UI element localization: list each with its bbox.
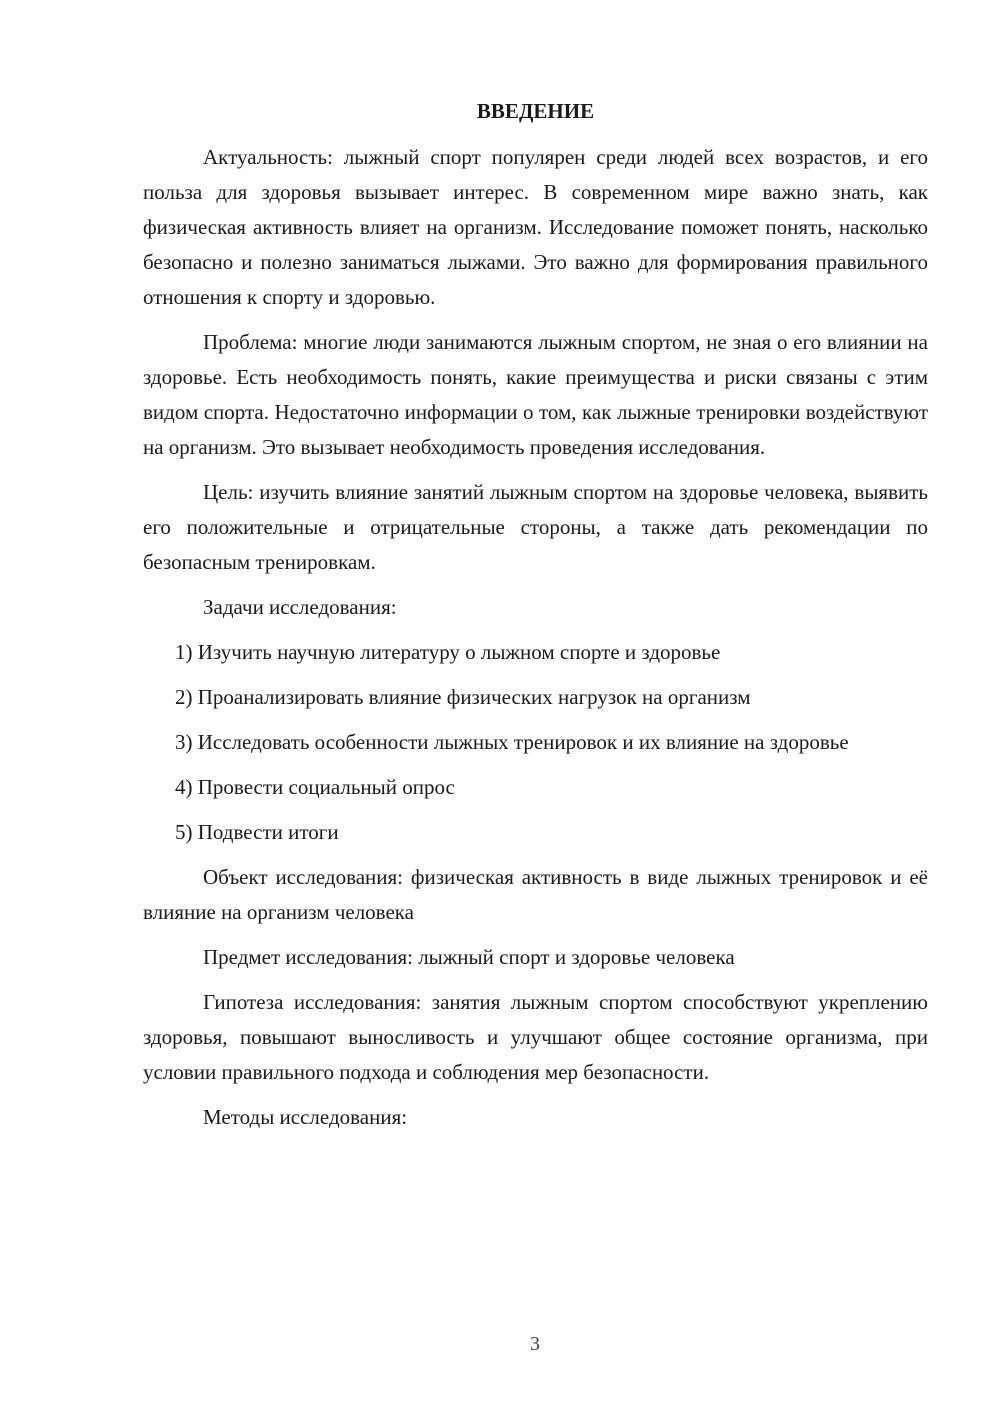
task-item: 2) Проанализировать влияние физических нагрузок на организм [175, 685, 751, 709]
page-title: ВВЕДЕНИЕ [476, 99, 595, 123]
tasks-list [143, 635, 928, 850]
hypothesis-paragraph: Гипотеза исследования: занятия лыжным спортом способствуют укреплению здоровья, повышают выносливость и улучшают общее состояние организма, при условии правильного подхода и соблюдения мер безопасности. [143, 990, 928, 1084]
task-item: 5) Подвести итоги [175, 820, 339, 844]
task-item: 4) Провести социальный опрос [175, 775, 455, 799]
task-item: 3) Исследовать особенности лыжных тренировок и их влияние на здоровье [175, 730, 849, 754]
methods-heading: Методы исследования: [203, 1105, 408, 1129]
goal-paragraph: Цель: изучить влияние занятий лыжным спортом на здоровье человека, выявить его положительные и отрицательные стороны, а также дать рекомендации по безопасным тренировкам. [143, 480, 928, 574]
subject-paragraph: Предмет исследования: лыжный спорт и здоровье человека [203, 945, 735, 969]
object-paragraph: Объект исследования: физическая активность в виде лыжных тренировок и её влияние на организм человека [143, 865, 928, 924]
page-number: 3 [530, 1333, 540, 1355]
task-item: 1) Изучить научную литературу о лыжном спорте и здоровье [175, 640, 721, 664]
relevance-paragraph: Актуальность: лыжный спорт популярен среди людей всех возрастов, и его польза для здоровья вызывает интерес. В современном мире важно знать, как физическая активность влияет на организм. Исследование поможет понять, насколько безопасно и полезно заниматься лыжами. Это важно для формирования правильного отношения к спорту и здоровью. [143, 145, 928, 309]
tasks-heading: Задачи исследования: [203, 595, 397, 619]
document-page [143, 94, 928, 1145]
problem-paragraph: Проблема: многие люди занимаются лыжным спортом, не зная о его влиянии на здоровье. Есть необходимость понять, какие преимущества и риски связаны с этим видом спорта. Недостаточно информации о том, как лыжные тренировки воздействуют на организм. Это вызывает необходимость проведения исследования. [143, 330, 928, 459]
